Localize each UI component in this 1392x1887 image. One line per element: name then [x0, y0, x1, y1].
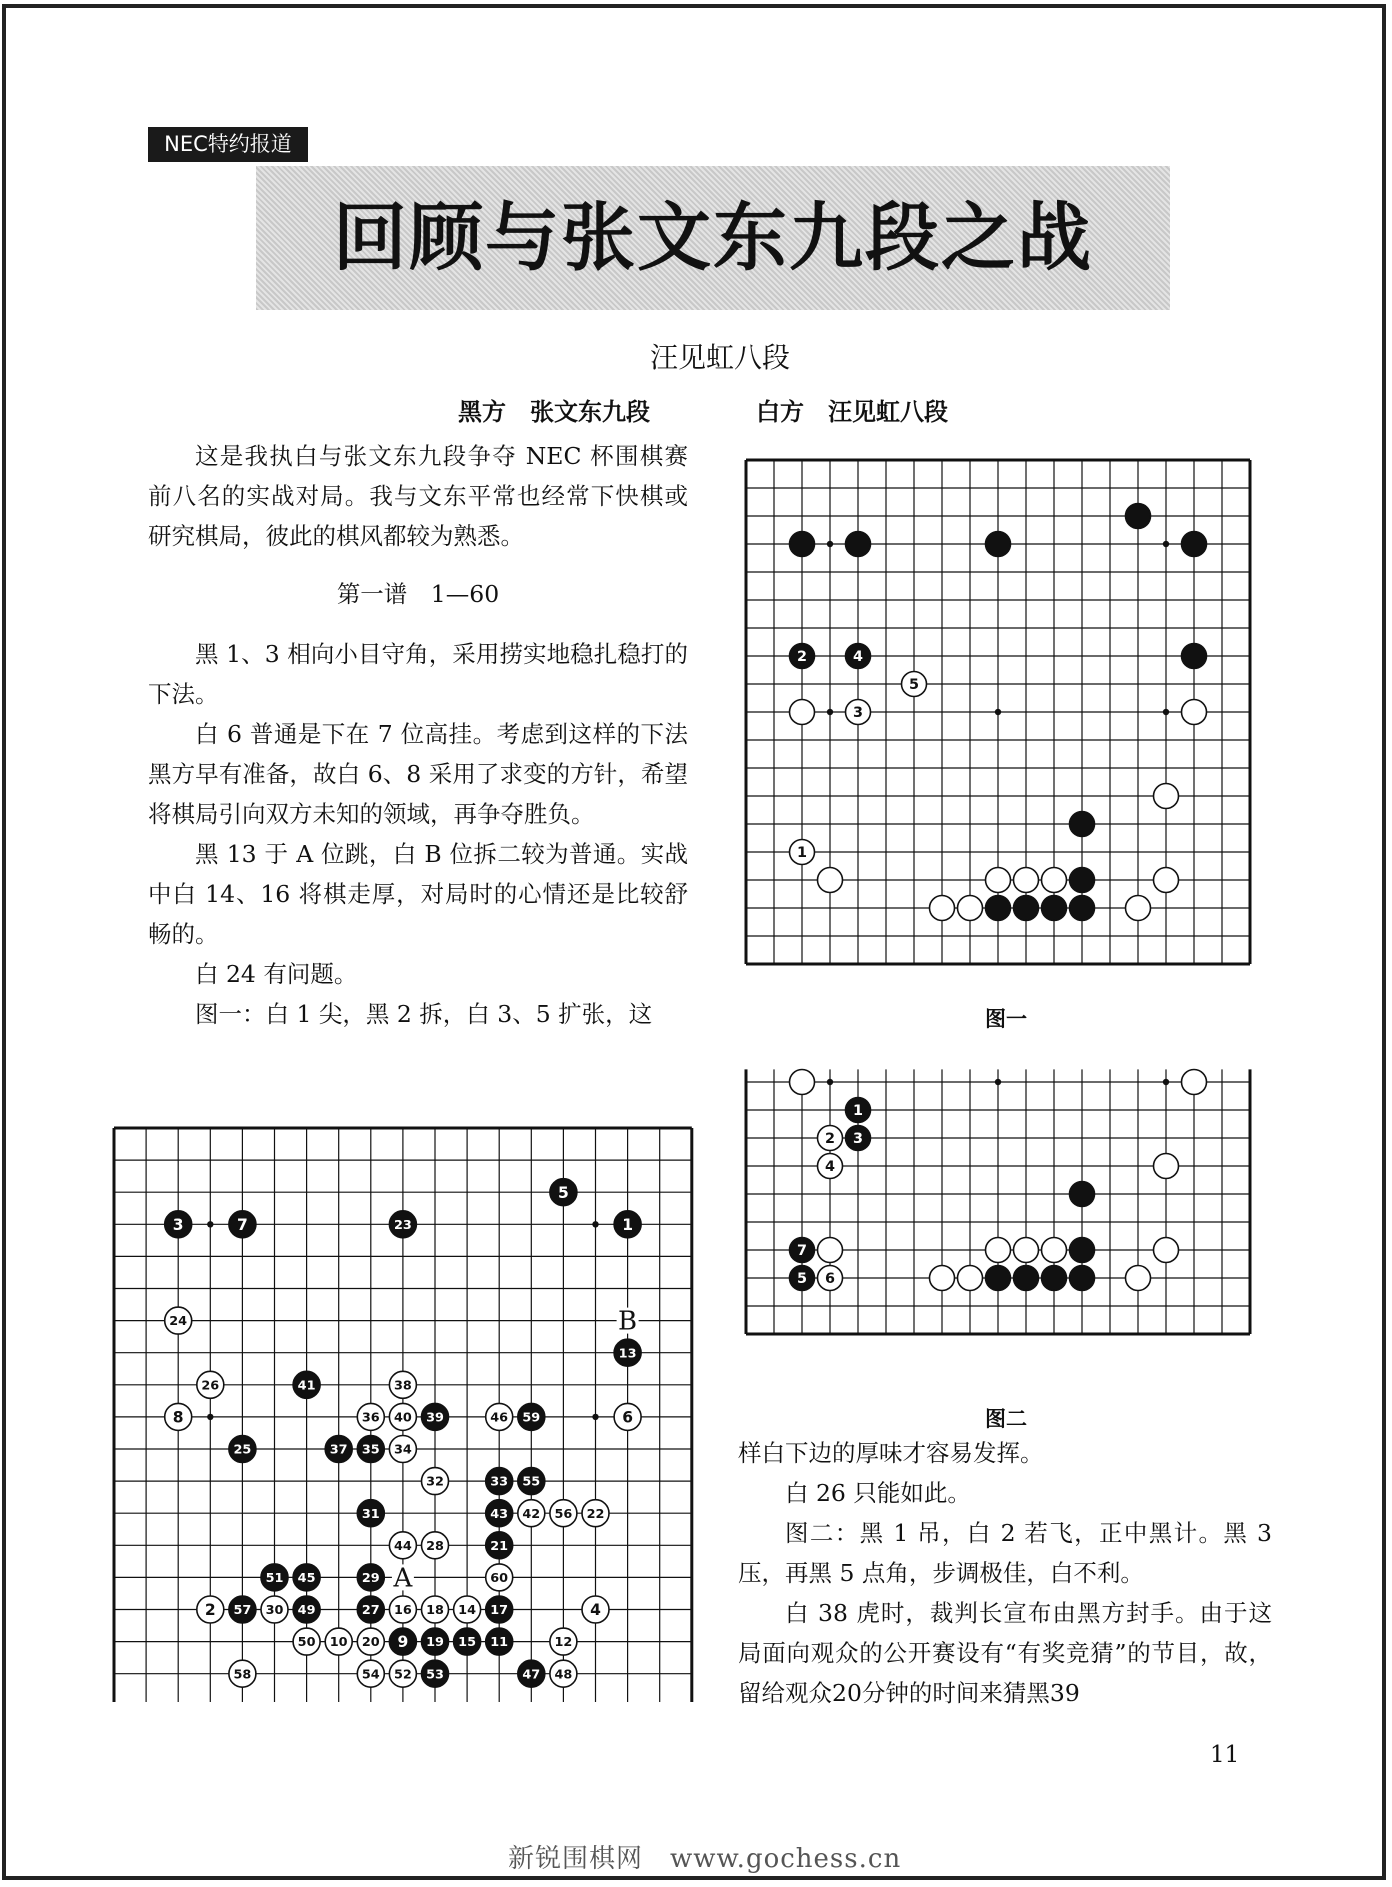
- white-stone: [357, 1403, 384, 1430]
- move-number: 55: [522, 1474, 541, 1490]
- move-number: 26: [201, 1378, 220, 1394]
- black-stone: [518, 1403, 545, 1430]
- white-stone: [357, 1660, 384, 1687]
- move-number: 47: [522, 1667, 541, 1683]
- move-number: 1: [797, 845, 807, 862]
- white-stone: [518, 1500, 545, 1527]
- black-stone: [1182, 644, 1207, 669]
- star-point: [1163, 1079, 1169, 1085]
- move-number: 11: [490, 1635, 509, 1651]
- black-stone: [550, 1179, 577, 1206]
- move-number: 3: [172, 1215, 184, 1234]
- move-number: 5: [909, 677, 919, 694]
- black-stone: [1042, 896, 1067, 921]
- black-stone: [986, 532, 1011, 557]
- white-stone: [1126, 896, 1151, 921]
- white-stone: [930, 896, 955, 921]
- board-label: B: [618, 1306, 638, 1337]
- white-stone: [357, 1628, 384, 1655]
- move-number: 24: [169, 1314, 188, 1330]
- white-stone: [486, 1564, 513, 1591]
- move-number: 33: [490, 1474, 509, 1490]
- black-stone: [790, 1238, 815, 1263]
- white-stone: [1182, 1070, 1207, 1095]
- move-number: 21: [490, 1538, 509, 1554]
- move-number: 9: [397, 1633, 409, 1652]
- white-stone: [1014, 868, 1039, 893]
- paragraph: 黑 1、3 相向小目守角，采用捞实地稳扎稳打的下法。: [148, 640, 688, 708]
- move-number: 56: [554, 1506, 573, 1522]
- move-number: 50: [297, 1635, 316, 1651]
- move-number: 2: [797, 649, 807, 666]
- white-stone: [1154, 1238, 1179, 1263]
- black-stone: [389, 1211, 416, 1238]
- black-stone: [486, 1628, 513, 1655]
- black-stone: [486, 1500, 513, 1527]
- black-stone: [518, 1468, 545, 1495]
- black-stone: [293, 1371, 320, 1398]
- black-stone: [790, 1266, 815, 1291]
- white-stone: [902, 672, 927, 697]
- move-number: 46: [490, 1410, 509, 1426]
- white-stone: [229, 1660, 256, 1687]
- white-stone: [1126, 1266, 1151, 1291]
- black-stone: [986, 896, 1011, 921]
- move-number: 51: [265, 1571, 284, 1587]
- star-point: [592, 1414, 598, 1420]
- move-number: 48: [554, 1667, 573, 1683]
- paragraph: 白 24 有问题。: [195, 960, 358, 988]
- move-number: 31: [361, 1506, 380, 1522]
- move-number: 34: [393, 1442, 412, 1458]
- black-stone: [389, 1628, 416, 1655]
- move-number: 57: [233, 1603, 252, 1619]
- move-number: 14: [458, 1603, 477, 1619]
- move-number: 29: [361, 1571, 380, 1587]
- white-stone: [818, 1154, 843, 1179]
- black-player: 黑方 张文东九段: [458, 398, 650, 426]
- move-number: 4: [825, 1159, 835, 1176]
- paragraph: 黑 13 于 A 位跳，白 B 位拆二较为普通。实战中白 14、16 将棋走厚，对局时的心情还是比较舒畅的。: [148, 840, 688, 948]
- figure-two-caption: 图二: [985, 1407, 1027, 1431]
- move-number: 10: [329, 1635, 348, 1651]
- paragraph: 白 38 虎时，裁判长宣布由黑方封手。由于这局面向观众的公开赛设有“有奖竞猜”的节目，故，留给观众20分钟的时间来猜黑39: [738, 1599, 1272, 1707]
- move-number: 38: [393, 1378, 412, 1394]
- white-stone: [986, 1238, 1011, 1263]
- black-stone: [1070, 1182, 1095, 1207]
- white-stone: [818, 1126, 843, 1151]
- move-number: 1: [622, 1215, 633, 1234]
- move-number: 13: [618, 1346, 637, 1362]
- black-stone: [846, 644, 871, 669]
- move-number: 4: [853, 649, 863, 666]
- move-number: 35: [361, 1442, 380, 1458]
- white-stone: [790, 840, 815, 865]
- paragraph: 这是我执白与张文东九段争夺 NEC 杯围棋赛前八名的实战对局。我与文东平常也经常下快棋或研究棋局，彼此的棋风都较为熟悉。: [148, 442, 688, 550]
- section-tag: NEC特约报道: [148, 127, 308, 162]
- white-stone: [454, 1596, 481, 1623]
- white-stone: [389, 1532, 416, 1559]
- move-number: 12: [554, 1635, 573, 1651]
- star-point: [827, 1079, 833, 1085]
- white-stone: [582, 1500, 609, 1527]
- white-stone: [325, 1628, 352, 1655]
- move-number: 7: [237, 1215, 248, 1234]
- move-number: 43: [490, 1506, 509, 1522]
- white-stone: [165, 1307, 192, 1334]
- game-record-board: [110, 1124, 696, 1702]
- black-stone: [986, 1266, 1011, 1291]
- white-player: 白方 汪见虹八段: [756, 398, 948, 426]
- move-number: 5: [558, 1183, 569, 1202]
- paragraph: 样白下边的厚味才容易发挥。: [738, 1439, 1044, 1467]
- move-number: 36: [361, 1410, 380, 1426]
- move-number: 1: [853, 1103, 863, 1120]
- move-number: 32: [426, 1474, 444, 1490]
- white-stone: [422, 1532, 449, 1559]
- figure-two-board: [742, 1066, 1256, 1366]
- paragraph: 图二：黑 1 吊，白 2 若飞，正中黑计。黑 3 压，再黑 5 点角，步调极佳，白不利。: [738, 1519, 1272, 1587]
- black-stone: [422, 1403, 449, 1430]
- move-number: 2: [825, 1131, 835, 1148]
- move-number: 3: [853, 1131, 863, 1148]
- black-stone: [454, 1628, 481, 1655]
- white-stone: [958, 1266, 983, 1291]
- move-number: 25: [233, 1442, 252, 1458]
- white-stone: [1182, 700, 1207, 725]
- black-stone: [846, 1098, 871, 1123]
- white-stone: [818, 868, 843, 893]
- move-number: 40: [393, 1410, 412, 1426]
- move-number: 6: [622, 1408, 633, 1427]
- move-number: 28: [426, 1538, 444, 1554]
- black-stone: [1182, 532, 1207, 557]
- move-number: 5: [797, 1271, 807, 1288]
- black-stone: [1126, 504, 1151, 529]
- star-point: [1163, 709, 1169, 715]
- move-number: 52: [393, 1667, 412, 1683]
- author: 汪见虹八段: [649, 341, 790, 374]
- white-stone: [1042, 868, 1067, 893]
- star-point: [827, 541, 833, 547]
- star-point: [995, 1079, 1001, 1085]
- black-stone: [229, 1596, 256, 1623]
- black-stone: [357, 1564, 384, 1591]
- move-number: 53: [426, 1667, 444, 1683]
- footer-watermark: 新锐围棋网 www.gochess.cn: [508, 1844, 902, 1874]
- white-stone: [261, 1596, 288, 1623]
- black-stone: [293, 1596, 320, 1623]
- page-number: 11: [1210, 1742, 1240, 1768]
- move-number: 42: [522, 1506, 541, 1522]
- white-stone: [550, 1628, 577, 1655]
- move-number: 16: [393, 1603, 412, 1619]
- black-stone: [614, 1339, 641, 1366]
- white-stone: [550, 1500, 577, 1527]
- paragraph: 白 26 只能如此。: [785, 1479, 971, 1507]
- white-stone: [818, 1266, 843, 1291]
- black-stone: [165, 1211, 192, 1238]
- move-number: 8: [172, 1408, 184, 1427]
- white-stone: [389, 1596, 416, 1623]
- black-stone: [518, 1660, 545, 1687]
- black-stone: [1070, 896, 1095, 921]
- white-stone: [958, 896, 983, 921]
- black-stone: [1014, 896, 1039, 921]
- move-number: 39: [426, 1410, 444, 1426]
- white-stone: [790, 700, 815, 725]
- board-label: A: [393, 1563, 413, 1594]
- record-heading: 第一谱 1—60: [336, 580, 500, 608]
- move-number: 2: [204, 1601, 216, 1620]
- black-stone: [1070, 1238, 1095, 1263]
- star-point: [207, 1221, 213, 1227]
- left-column: [148, 436, 688, 1034]
- move-number: 15: [458, 1635, 477, 1651]
- black-stone: [261, 1564, 288, 1591]
- black-stone: [486, 1596, 513, 1623]
- move-number: 18: [426, 1603, 444, 1619]
- white-stone: [550, 1660, 577, 1687]
- black-stone: [325, 1436, 352, 1463]
- move-number: 22: [586, 1506, 605, 1522]
- move-number: 4: [590, 1601, 601, 1620]
- move-number: 19: [426, 1635, 444, 1651]
- black-stone: [846, 532, 871, 557]
- white-stone: [582, 1596, 609, 1623]
- white-stone: [389, 1436, 416, 1463]
- black-stone: [357, 1436, 384, 1463]
- star-point: [827, 709, 833, 715]
- paragraph: 白 6 普通是下在 7 位高挂。考虑到这样的下法黑方早有准备，故白 6、8 采用了求变的方针，希望将棋局引向双方未知的领域，再争夺胜负。: [148, 720, 688, 828]
- move-number: 30: [265, 1603, 284, 1619]
- move-number: 17: [490, 1603, 509, 1619]
- right-column: [738, 1433, 1272, 1713]
- star-point: [995, 709, 1001, 715]
- black-stone: [614, 1211, 641, 1238]
- white-stone: [165, 1403, 192, 1430]
- white-stone: [846, 700, 871, 725]
- white-stone: [1154, 784, 1179, 809]
- board-grid: [746, 1069, 1250, 1334]
- black-stone: [229, 1211, 256, 1238]
- white-stone: [818, 1238, 843, 1263]
- move-number: 45: [297, 1571, 316, 1587]
- move-number: 37: [329, 1442, 348, 1458]
- white-stone: [486, 1403, 513, 1430]
- white-stone: [197, 1596, 224, 1623]
- white-stone: [389, 1371, 416, 1398]
- black-stone: [1070, 812, 1095, 837]
- black-stone: [422, 1660, 449, 1687]
- page-title: 回顾与张文东九段之战: [333, 195, 1093, 281]
- move-number: 3: [853, 705, 863, 722]
- move-number: 20: [361, 1635, 380, 1651]
- white-stone: [1154, 868, 1179, 893]
- move-number: 7: [797, 1243, 807, 1260]
- white-stone: [790, 1070, 815, 1095]
- move-number: 44: [393, 1538, 412, 1554]
- black-stone: [790, 532, 815, 557]
- move-number: 54: [361, 1667, 380, 1683]
- white-stone: [422, 1468, 449, 1495]
- white-stone: [293, 1628, 320, 1655]
- black-stone: [486, 1532, 513, 1559]
- white-stone: [1042, 1238, 1067, 1263]
- black-stone: [422, 1628, 449, 1655]
- white-stone: [1154, 1154, 1179, 1179]
- black-stone: [1070, 868, 1095, 893]
- white-stone: [1014, 1238, 1039, 1263]
- move-number: 60: [490, 1571, 509, 1587]
- move-number: 27: [361, 1603, 380, 1619]
- white-stone: [389, 1660, 416, 1687]
- white-stone: [614, 1403, 641, 1430]
- star-point: [207, 1414, 213, 1420]
- black-stone: [357, 1596, 384, 1623]
- white-stone: [389, 1403, 416, 1430]
- star-point: [1163, 541, 1169, 547]
- move-number: 49: [297, 1603, 316, 1619]
- move-number: 59: [522, 1410, 541, 1426]
- black-stone: [357, 1500, 384, 1527]
- figure-one-caption: 图一: [985, 1007, 1027, 1031]
- black-stone: [1042, 1266, 1067, 1291]
- black-stone: [790, 644, 815, 669]
- black-stone: [229, 1436, 256, 1463]
- white-stone: [930, 1266, 955, 1291]
- black-stone: [293, 1564, 320, 1591]
- white-stone: [986, 868, 1011, 893]
- black-stone: [1014, 1266, 1039, 1291]
- move-number: 6: [825, 1271, 835, 1288]
- star-point: [592, 1221, 598, 1227]
- black-stone: [486, 1468, 513, 1495]
- white-stone: [197, 1371, 224, 1398]
- move-number: 23: [393, 1217, 412, 1233]
- white-stone: [422, 1596, 449, 1623]
- figure-one-board: [742, 456, 1256, 966]
- move-number: 41: [297, 1378, 316, 1394]
- paragraph: 图一：白 1 尖，黑 2 拆，白 3、5 扩张，这: [195, 1000, 653, 1028]
- black-stone: [846, 1126, 871, 1151]
- black-stone: [1070, 1266, 1095, 1291]
- move-number: 58: [233, 1667, 252, 1683]
